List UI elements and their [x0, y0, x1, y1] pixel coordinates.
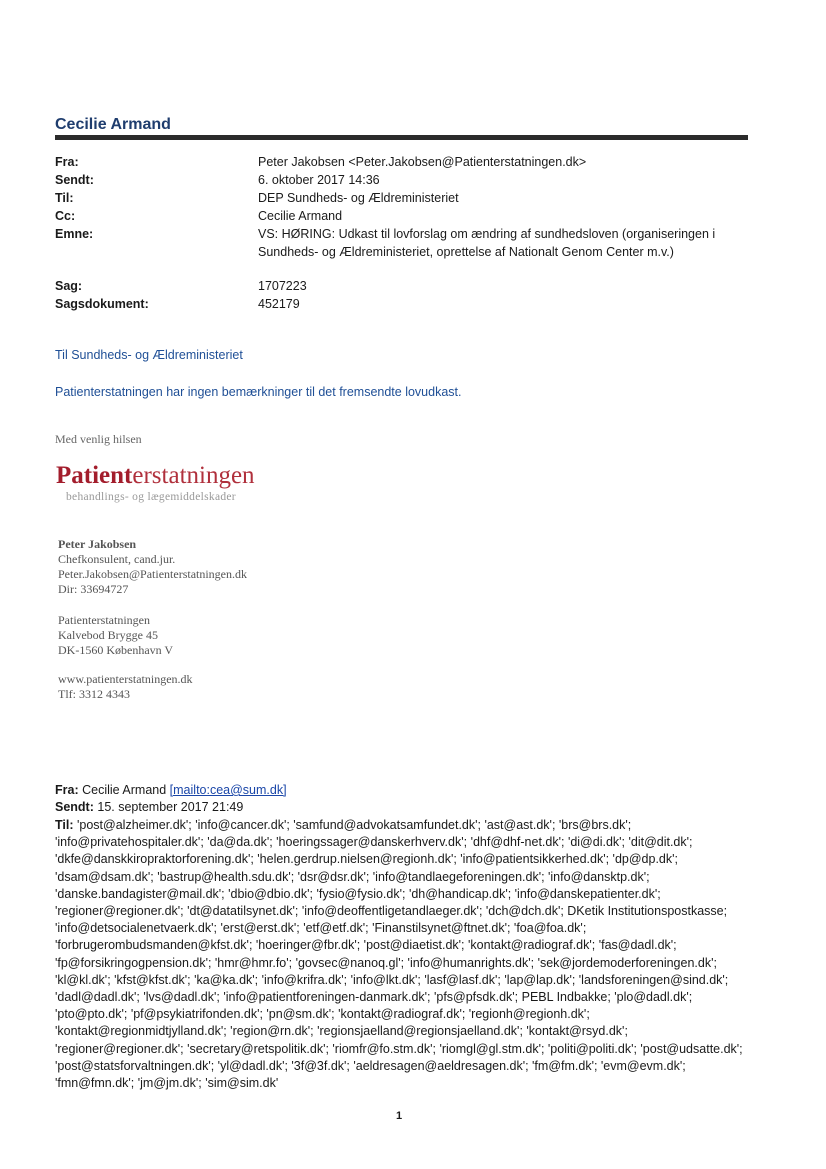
- signature-title: Chefkonsulent, cand.jur.: [58, 552, 176, 566]
- header-value-sent: 6. oktober 2017 14:36: [258, 173, 380, 187]
- forward-mailto-link[interactable]: [mailto:cea@sum.dk]: [169, 783, 287, 797]
- closing: Med venlig hilsen: [55, 432, 142, 446]
- case-label: Sag:: [55, 279, 83, 293]
- header-label-cc: Cc:: [55, 209, 76, 223]
- signature-name: Peter Jakobsen: [58, 537, 137, 551]
- company-logo: [56, 462, 255, 490]
- forward-to-row: [55, 817, 745, 1092]
- forward-sent-value: 15. september 2017 21:49: [97, 800, 244, 814]
- header-label-subject: Emne:: [55, 227, 94, 241]
- address-city: DK-1560 København V: [58, 643, 174, 657]
- address-org: Patienterstatningen: [58, 613, 150, 627]
- logo-tagline: behandlings- og lægemiddelskader: [66, 491, 236, 503]
- contact-block: [58, 672, 193, 702]
- signature-block: [58, 537, 247, 597]
- forward-sent-row: [55, 799, 243, 816]
- case-value: 1707223: [258, 279, 307, 293]
- header-value-from: Peter Jakobsen <Peter.Jakobsen@Patienterstatningen.dk>: [258, 155, 587, 169]
- sender-name: Cecilie Armand: [55, 116, 171, 133]
- header-value-to: DEP Sundheds- og Ældreministeriet: [258, 191, 459, 205]
- address-block: [58, 613, 173, 658]
- forward-sent-label: Sendt:: [55, 800, 94, 814]
- header-label-from: Fra:: [55, 155, 79, 169]
- forward-to-label: Til:: [55, 818, 74, 832]
- address-street: Kalvebod Brygge 45: [58, 628, 158, 642]
- case-document-label: Sagsdokument:: [55, 297, 149, 311]
- website-link[interactable]: www.patienterstatningen.dk: [58, 672, 193, 686]
- signature-email: Peter.Jakobsen@Patienterstatningen.dk: [58, 567, 248, 581]
- logo-text-rest: erstatningen: [132, 462, 255, 489]
- logo-text-bold: Patient: [56, 462, 133, 489]
- header-value-subject: VS: HØRING: Udkast til lovforslag om ændring af sundhedsloven (organiseringen i Sundheds- og Ældreministeriet, oprettelse af Nationalt Genom Center m.v.): [258, 227, 716, 259]
- header-divider: [55, 135, 748, 140]
- page-number: 1: [396, 1110, 403, 1122]
- forward-from-label: Fra:: [55, 783, 79, 797]
- greeting: Til Sundheds- og Ældreministeriet: [55, 348, 243, 362]
- case-document-value: 452179: [258, 297, 300, 311]
- forward-from-value: Cecilie Armand: [82, 783, 167, 797]
- forward-recipients: 'post@alzheimer.dk'; 'info@cancer.dk'; 'samfund@advokatsamfundet.dk'; 'ast@ast.dk'; 'brs@brs.dk'; 'info@privatehospitaler.dk'; 'da@da.dk'; 'hoeringssager@danskerhverv.dk'; 'dhf@dhf-net.dk'; 'di@di.dk'; 'dit@dit.dk'; 'dkfe@danskkiropraktorforening.dk'; 'helen.gerdrup.nielsen@regionh.dk'; 'info@patientsikkerhed.dk'; 'dp@dp.dk'; 'dsam@dsam.dk'; 'bastrup@health.sdu.dk'; 'dsr@dsr.dk'; 'info@tandlaegeforeningen.dk'; 'info@dansktp.dk'; 'danske.bandagister@mail.dk'; 'dbio@dbio.dk'; 'fysio@fysio.dk'; 'dh@handicap.dk'; 'info@danskepatienter.dk'; 'regioner@regioner.dk'; 'dt@datatilsynet.dk'; 'info@deoffentligetandlaeger.dk'; 'dch@dch.dk'; DKetik Institutionspostkasse; 'info@detsocialenetvaerk.dk'; 'erst@erst.dk'; 'etf@etf.dk'; 'Finanstilsynet@ftnet.dk'; 'foa@foa.dk'; 'forbrugerombudsmanden@kfst.dk'; 'hoeringer@fbr.dk'; 'post@diaetist.dk'; 'kontakt@radiograf.dk'; 'fas@dadl.dk'; 'fp@forsikringogpension.dk'; 'hmr@hmr.fo'; 'govsec@nanoq.gl'; 'info@humanrights.dk'; 'sek@jordemoderforeningen.dk'; 'kl@kl.dk'; 'kfst@kfst.dk'; 'ka@ka.dk'; 'info@krifra.dk'; 'info@lkt.dk'; 'lasf@lasf.dk'; 'lap@lap.dk'; 'landsforeningen@sind.dk'; 'dadl@dadl.dk'; 'lvs@dadl.dk'; 'info@patientforeningen-danmark.dk'; 'pfs@pfsdk.dk'; PEBL Indbakke; 'plo@dadl.dk'; 'pto@pto.dk'; 'pf@psykiatrifonden.dk'; 'pn@sm.dk'; 'kontakt@radiograf.dk'; 'regionh@regionh.dk'; 'kontakt@regionmidtjylland.dk'; 'region@rn.dk'; 'regionsjaelland@regionsjaelland.dk'; 'kontakt@rsyd.dk'; 'regioner@regioner.dk'; 'secretary@retspolitik.dk'; 'riomfr@fo.stm.dk'; 'riomgl@gl.stm.dk'; 'politi@politi.dk'; 'post@udsatte.dk'; 'post@statsforvaltningen.dk'; 'yl@dadl.dk'; '3f@3f.dk'; 'aeldresagen@aeldresagen.dk'; 'fm@fm.dk'; 'evm@evm.dk'; 'fmn@fmn.dk'; 'jm@jm.dk'; 'sim@sim.dk': [55, 818, 743, 1091]
- signature-direct: Dir: 33694727: [58, 582, 129, 596]
- phone: Tlf: 3312 4343: [58, 687, 130, 701]
- header-label-to: Til:: [55, 191, 74, 205]
- header-label-sent: Sendt:: [55, 173, 94, 187]
- forward-from-row: [55, 782, 287, 799]
- message: Patienterstatningen har ingen bemærkninger til det fremsendte lovudkast.: [55, 385, 462, 399]
- header-value-cc: Cecilie Armand: [258, 209, 343, 223]
